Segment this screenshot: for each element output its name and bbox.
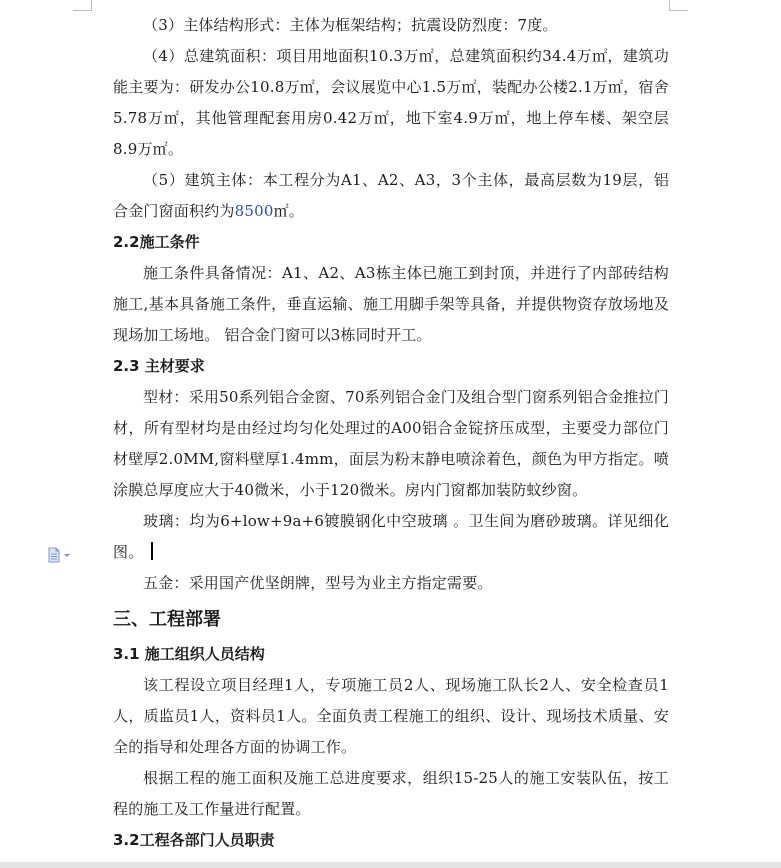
building-main-text: （5）建筑主体：本工程分为A1、A2、A3，3个主体，最高层数为19层，铝合金门窗面积约为 bbox=[113, 171, 669, 220]
paragraph-total-area: （4）总建筑面积：项目用地面积10.3万㎡，总建筑面积约34.4万㎡，建筑功能主要为：研发办公10.8万㎡，会议展览中心1.5万㎡，装配办公楼2.1万㎡，宿舍5.78万㎡，其他管理配套用房0.42万㎡，地下室4.9万㎡，地上停车楼、架空层8.9万㎡。 bbox=[113, 47, 669, 158]
paragraph-staffing: 该工程设立项目经理1人，专项施工员2人、现场施工队长2人、安全检查员1人，质监员1人，资料员1人。全面负责工程施工的组织、设计、现场技术质量、安全的指导和处理各方面的协调工作。 bbox=[113, 676, 669, 756]
heading-project-deployment: 三、工程部署 bbox=[113, 609, 221, 630]
paragraph-team-size: 根据工程的施工面积及施工总进度要求，组织15-25人的施工安装队伍，按工程的施工及工作量进行配置。 bbox=[113, 769, 669, 818]
heading-construction-conditions: 2.2施工条件 bbox=[113, 233, 200, 251]
heading-main-materials: 2.3 主材要求 bbox=[113, 357, 205, 375]
heading-organization-structure: 3.1 施工组织人员结构 bbox=[113, 645, 265, 663]
paragraph-structure-form: （3）主体结构形式：主体为框架结构；抗震设防烈度：7度。 bbox=[143, 16, 558, 34]
glass-text: 玻璃：均为6+low+9a+6镀膜钢化中空玻璃 。卫生间为磨砂玻璃。详见细化图。 bbox=[113, 512, 669, 561]
heading-department-duties: 3.2工程各部门人员职责 bbox=[113, 831, 275, 849]
paragraph-building-main bbox=[113, 165, 669, 227]
paragraph-profiles: 型材：采用50系列铝合金窗、70系列铝合金门及组合型门窗系列铝合金推拉门材，所有型材均是由经过均匀化处理过的A00铝合金锭挤压成型，主要受力部位门材壁厚2.0MM,窗料壁厚1.4mm，面层为粉末静电喷涂着色，颜色为甲方指定。喷涂膜总厚度应大于40微米，小于120微米。房内门窗都加装防蚊纱窗。 bbox=[113, 388, 669, 499]
document-body[interactable] bbox=[113, 10, 669, 856]
document-paste-icon[interactable] bbox=[47, 547, 73, 563]
building-main-unit: ㎡。 bbox=[273, 202, 304, 220]
window-area-value: 8500 bbox=[234, 202, 274, 220]
text-cursor bbox=[151, 542, 153, 560]
page-bottom-edge bbox=[0, 862, 781, 868]
paragraph-glass bbox=[113, 506, 669, 568]
page-corner-mark-right bbox=[669, 0, 688, 11]
page-corner-mark-left bbox=[73, 0, 92, 11]
paragraph-hardware: 五金：采用国产优坚朗牌，型号为业主方指定需要。 bbox=[143, 574, 493, 592]
paragraph-construction-conditions: 施工条件具备情况：A1、A2、A3栋主体已施工到封顶，并进行了内部砖结构施工,基本具备施工条件，垂直运输、施工用脚手架等具备，并提供物资存放场地及现场加工场地。 铝合金门窗可以3栋同时开工。 bbox=[113, 264, 669, 344]
